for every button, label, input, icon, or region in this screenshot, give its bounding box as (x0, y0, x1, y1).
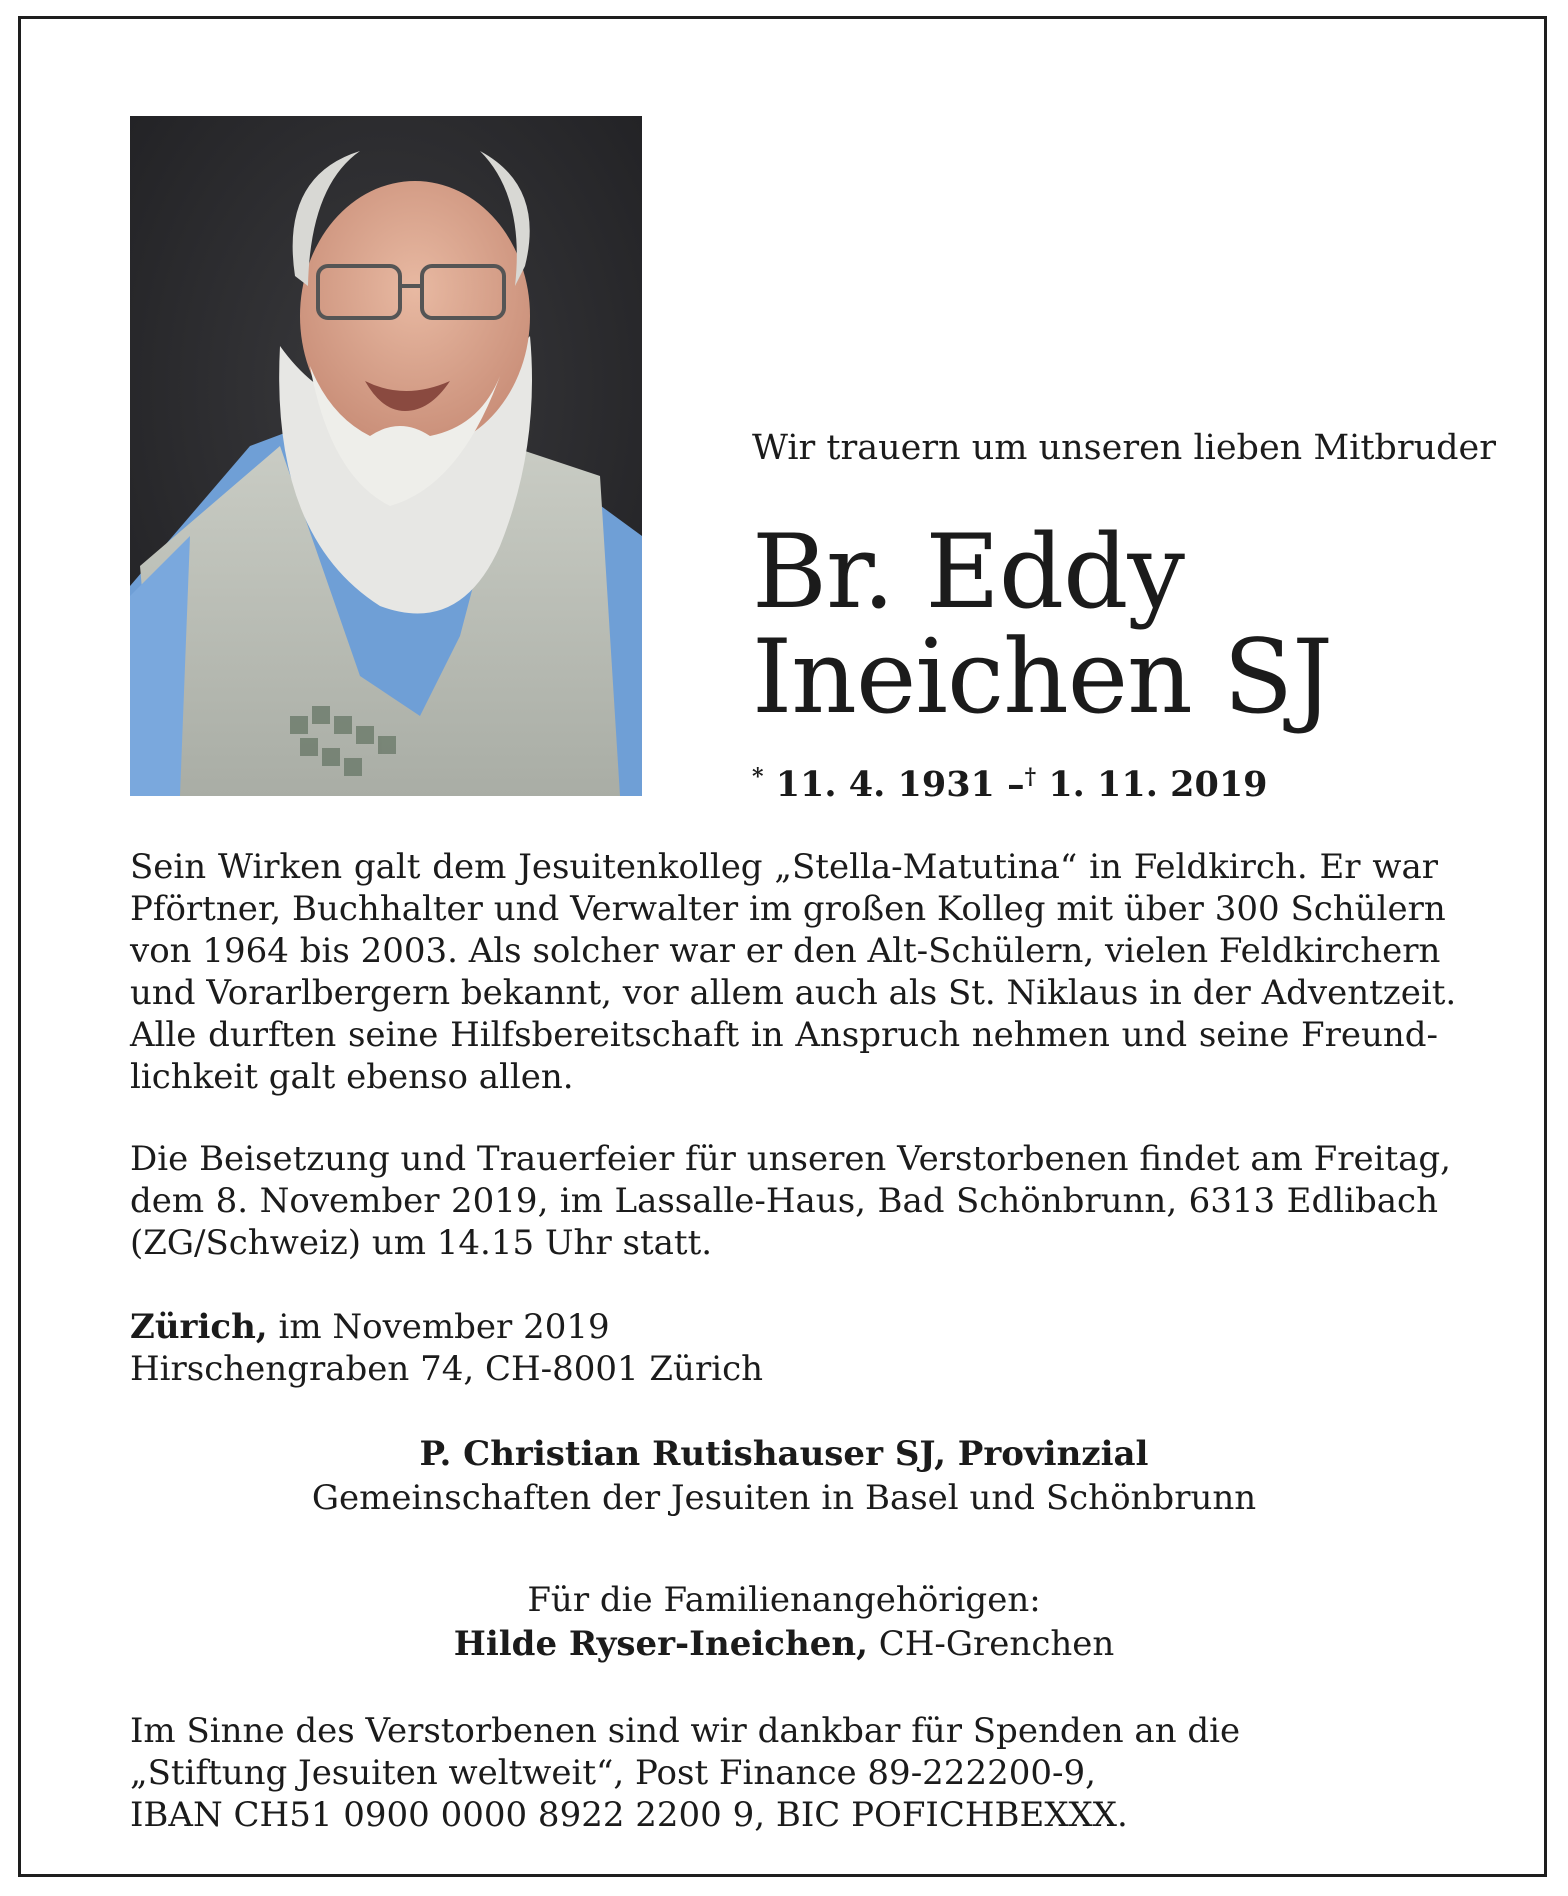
name-line-1: Br. Eddy (752, 513, 1185, 632)
family-name: Hilde Ryser-Ineichen, (453, 1624, 868, 1664)
funeral-line: dem 8. November 2019, im Lassalle-Haus, Bad Schönbrunn, 6313 Edlibach (130, 1181, 1438, 1221)
donation-line: IBAN CH51 0900 0000 8922 2200 9, BIC POFICHBEXXX. (130, 1795, 1128, 1835)
signer-block (130, 1432, 1438, 1520)
biography-line: Pförtner, Buchhalter und Verwalter im großen Kolleg mit über 300 Schülern (130, 889, 1446, 929)
donation-line: Im Sinne des Verstorbenen sind wir dankbar für Spenden an die (130, 1711, 1241, 1751)
death-date: 1. 11. 2019 (1048, 764, 1268, 805)
biography-line: lichkeit galt ebenso allen. (130, 1057, 574, 1097)
life-dates (752, 764, 1268, 805)
place-and-date (130, 1306, 763, 1390)
biography-line: und Vorarlbergern bekannt, vor allem auch als St. Niklaus in der Adventzeit. (130, 973, 1457, 1013)
donation-block (130, 1710, 1240, 1836)
funeral-line: Die Beisetzung und Trauerfeier für unseren Verstorbenen findet am Freitag, (130, 1139, 1451, 1179)
funeral-line: (ZG/Schweiz) um 14.15 Uhr statt. (130, 1223, 713, 1263)
portrait-photo-icon (130, 116, 642, 796)
deceased-name (752, 513, 1333, 738)
funeral-paragraph (130, 1138, 1451, 1264)
place-city: Zürich, (130, 1307, 268, 1347)
donation-line: „Stiftung Jesuiten weltweit“, Post Finance 89-222200-9, (130, 1753, 1096, 1793)
family-block (130, 1578, 1438, 1666)
biography-line: Alle durften seine Hilfsbereitschaft in Anspruch nehmen und seine Freund- (130, 1015, 1438, 1055)
birth-date: 11. 4. 1931 (775, 764, 995, 805)
place-date: im November 2019 (267, 1307, 610, 1347)
portrait-photo (130, 116, 642, 796)
signer-community: Gemeinschaften der Jesuiten in Basel und Schönbrunn (311, 1478, 1257, 1518)
family-place: CH-Grenchen (867, 1624, 1115, 1664)
intro-text: Wir trauern um unseren lieben Mitbruder (752, 428, 1496, 468)
biography-line: von 1964 bis 2003. Als solcher war er den Alt-Schülern, vielen Feldkirchern (130, 931, 1441, 971)
biography-line: Sein Wirken galt dem Jesuitenkolleg „Stella-Matutina“ in Feldkirch. Er war (130, 847, 1438, 887)
biography-paragraph (130, 846, 1457, 1098)
name-line-2: Ineichen SJ (752, 618, 1333, 738)
signer-name: P. Christian Rutishauser SJ, Provinzial (419, 1434, 1149, 1474)
death-symbol: † (1024, 764, 1037, 790)
family-label: Für die Familienangehörigen: (527, 1580, 1041, 1620)
birth-symbol: * (752, 764, 764, 790)
date-separator: – (1007, 764, 1025, 805)
place-address: Hirschengraben 74, CH-8001 Zürich (130, 1349, 764, 1389)
